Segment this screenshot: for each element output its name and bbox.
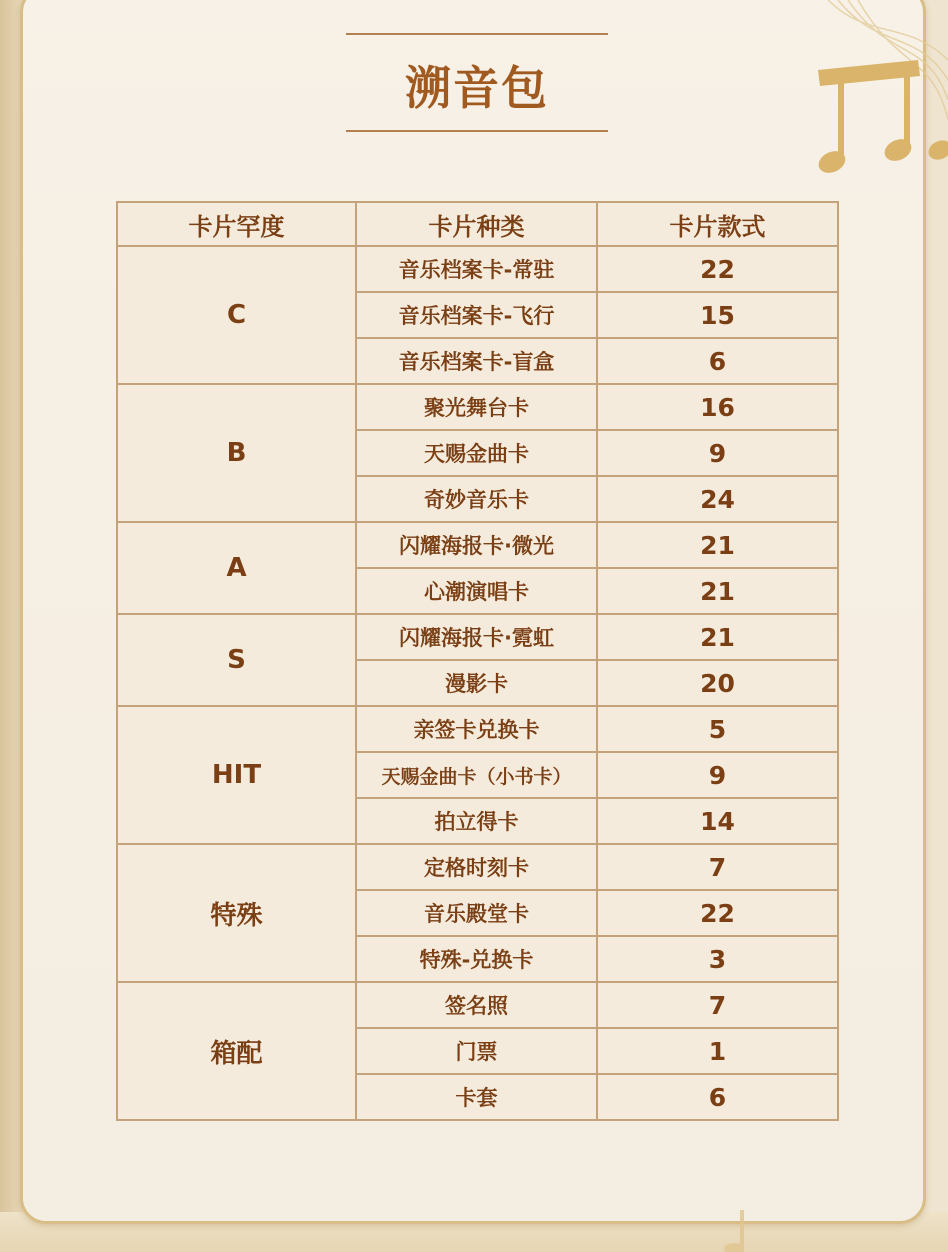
rarity-cell: HIT <box>117 706 356 844</box>
table-row <box>117 384 838 430</box>
card-type-cell: 漫影卡 <box>356 660 597 706</box>
card-count-cell: 15 <box>597 292 838 338</box>
card-count-cell: 3 <box>597 936 838 982</box>
card-count-cell: 24 <box>597 476 838 522</box>
card-count-cell: 21 <box>597 614 838 660</box>
card-rarity-table <box>116 201 839 1121</box>
card-count-cell: 22 <box>597 246 838 292</box>
card-type-cell: 特殊-兑换卡 <box>356 936 597 982</box>
rarity-cell: 特殊 <box>117 844 356 982</box>
card-count-cell: 1 <box>597 1028 838 1074</box>
table-row <box>117 706 838 752</box>
card-count-cell: 7 <box>597 982 838 1028</box>
card-type-cell: 音乐档案卡-盲盒 <box>356 338 597 384</box>
music-notes-icon <box>808 0 948 190</box>
card-type-cell: 亲签卡兑换卡 <box>356 706 597 752</box>
card-count-cell: 20 <box>597 660 838 706</box>
title-top-rule <box>346 33 608 35</box>
table-row <box>117 844 838 890</box>
table-row <box>117 982 838 1028</box>
card-type-cell: 心潮演唱卡 <box>356 568 597 614</box>
title-bottom-rule <box>346 130 608 132</box>
card-count-cell: 14 <box>597 798 838 844</box>
card-count-cell: 21 <box>597 522 838 568</box>
card-type-cell: 闪耀海报卡·霓虹 <box>356 614 597 660</box>
card-type-cell: 音乐档案卡-飞行 <box>356 292 597 338</box>
table-row <box>117 614 838 660</box>
music-note-bottom-icon <box>700 1205 770 1252</box>
table-row <box>117 246 838 292</box>
card-type-cell: 聚光舞台卡 <box>356 384 597 430</box>
rarity-cell: S <box>117 614 356 706</box>
card-type-cell: 拍立得卡 <box>356 798 597 844</box>
column-header-count: 卡片款式 <box>597 202 838 246</box>
column-header-type: 卡片种类 <box>356 202 597 246</box>
card-type-cell: 奇妙音乐卡 <box>356 476 597 522</box>
card-count-cell: 7 <box>597 844 838 890</box>
card-count-cell: 6 <box>597 338 838 384</box>
card-count-cell: 16 <box>597 384 838 430</box>
table-header-row <box>117 202 838 246</box>
table-row <box>117 522 838 568</box>
page-title: 溯音包 <box>405 61 549 115</box>
card-type-cell: 音乐档案卡-常驻 <box>356 246 597 292</box>
card-count-cell: 5 <box>597 706 838 752</box>
card-count-cell: 6 <box>597 1074 838 1120</box>
rarity-cell: B <box>117 384 356 522</box>
card-type-cell: 闪耀海报卡·微光 <box>356 522 597 568</box>
rarity-cell: 箱配 <box>117 982 356 1120</box>
rarity-cell: A <box>117 522 356 614</box>
card-type-cell: 卡套 <box>356 1074 597 1120</box>
rarity-cell: C <box>117 246 356 384</box>
card-type-cell: 天赐金曲卡 <box>356 430 597 476</box>
card-type-cell: 签名照 <box>356 982 597 1028</box>
card-count-cell: 9 <box>597 430 838 476</box>
column-header-rarity: 卡片罕度 <box>117 202 356 246</box>
card-type-cell: 定格时刻卡 <box>356 844 597 890</box>
card-count-cell: 22 <box>597 890 838 936</box>
card-type-cell: 天赐金曲卡（小书卡） <box>356 752 597 798</box>
card-count-cell: 9 <box>597 752 838 798</box>
card-type-cell: 门票 <box>356 1028 597 1074</box>
card-type-cell: 音乐殿堂卡 <box>356 890 597 936</box>
card-count-cell: 21 <box>597 568 838 614</box>
